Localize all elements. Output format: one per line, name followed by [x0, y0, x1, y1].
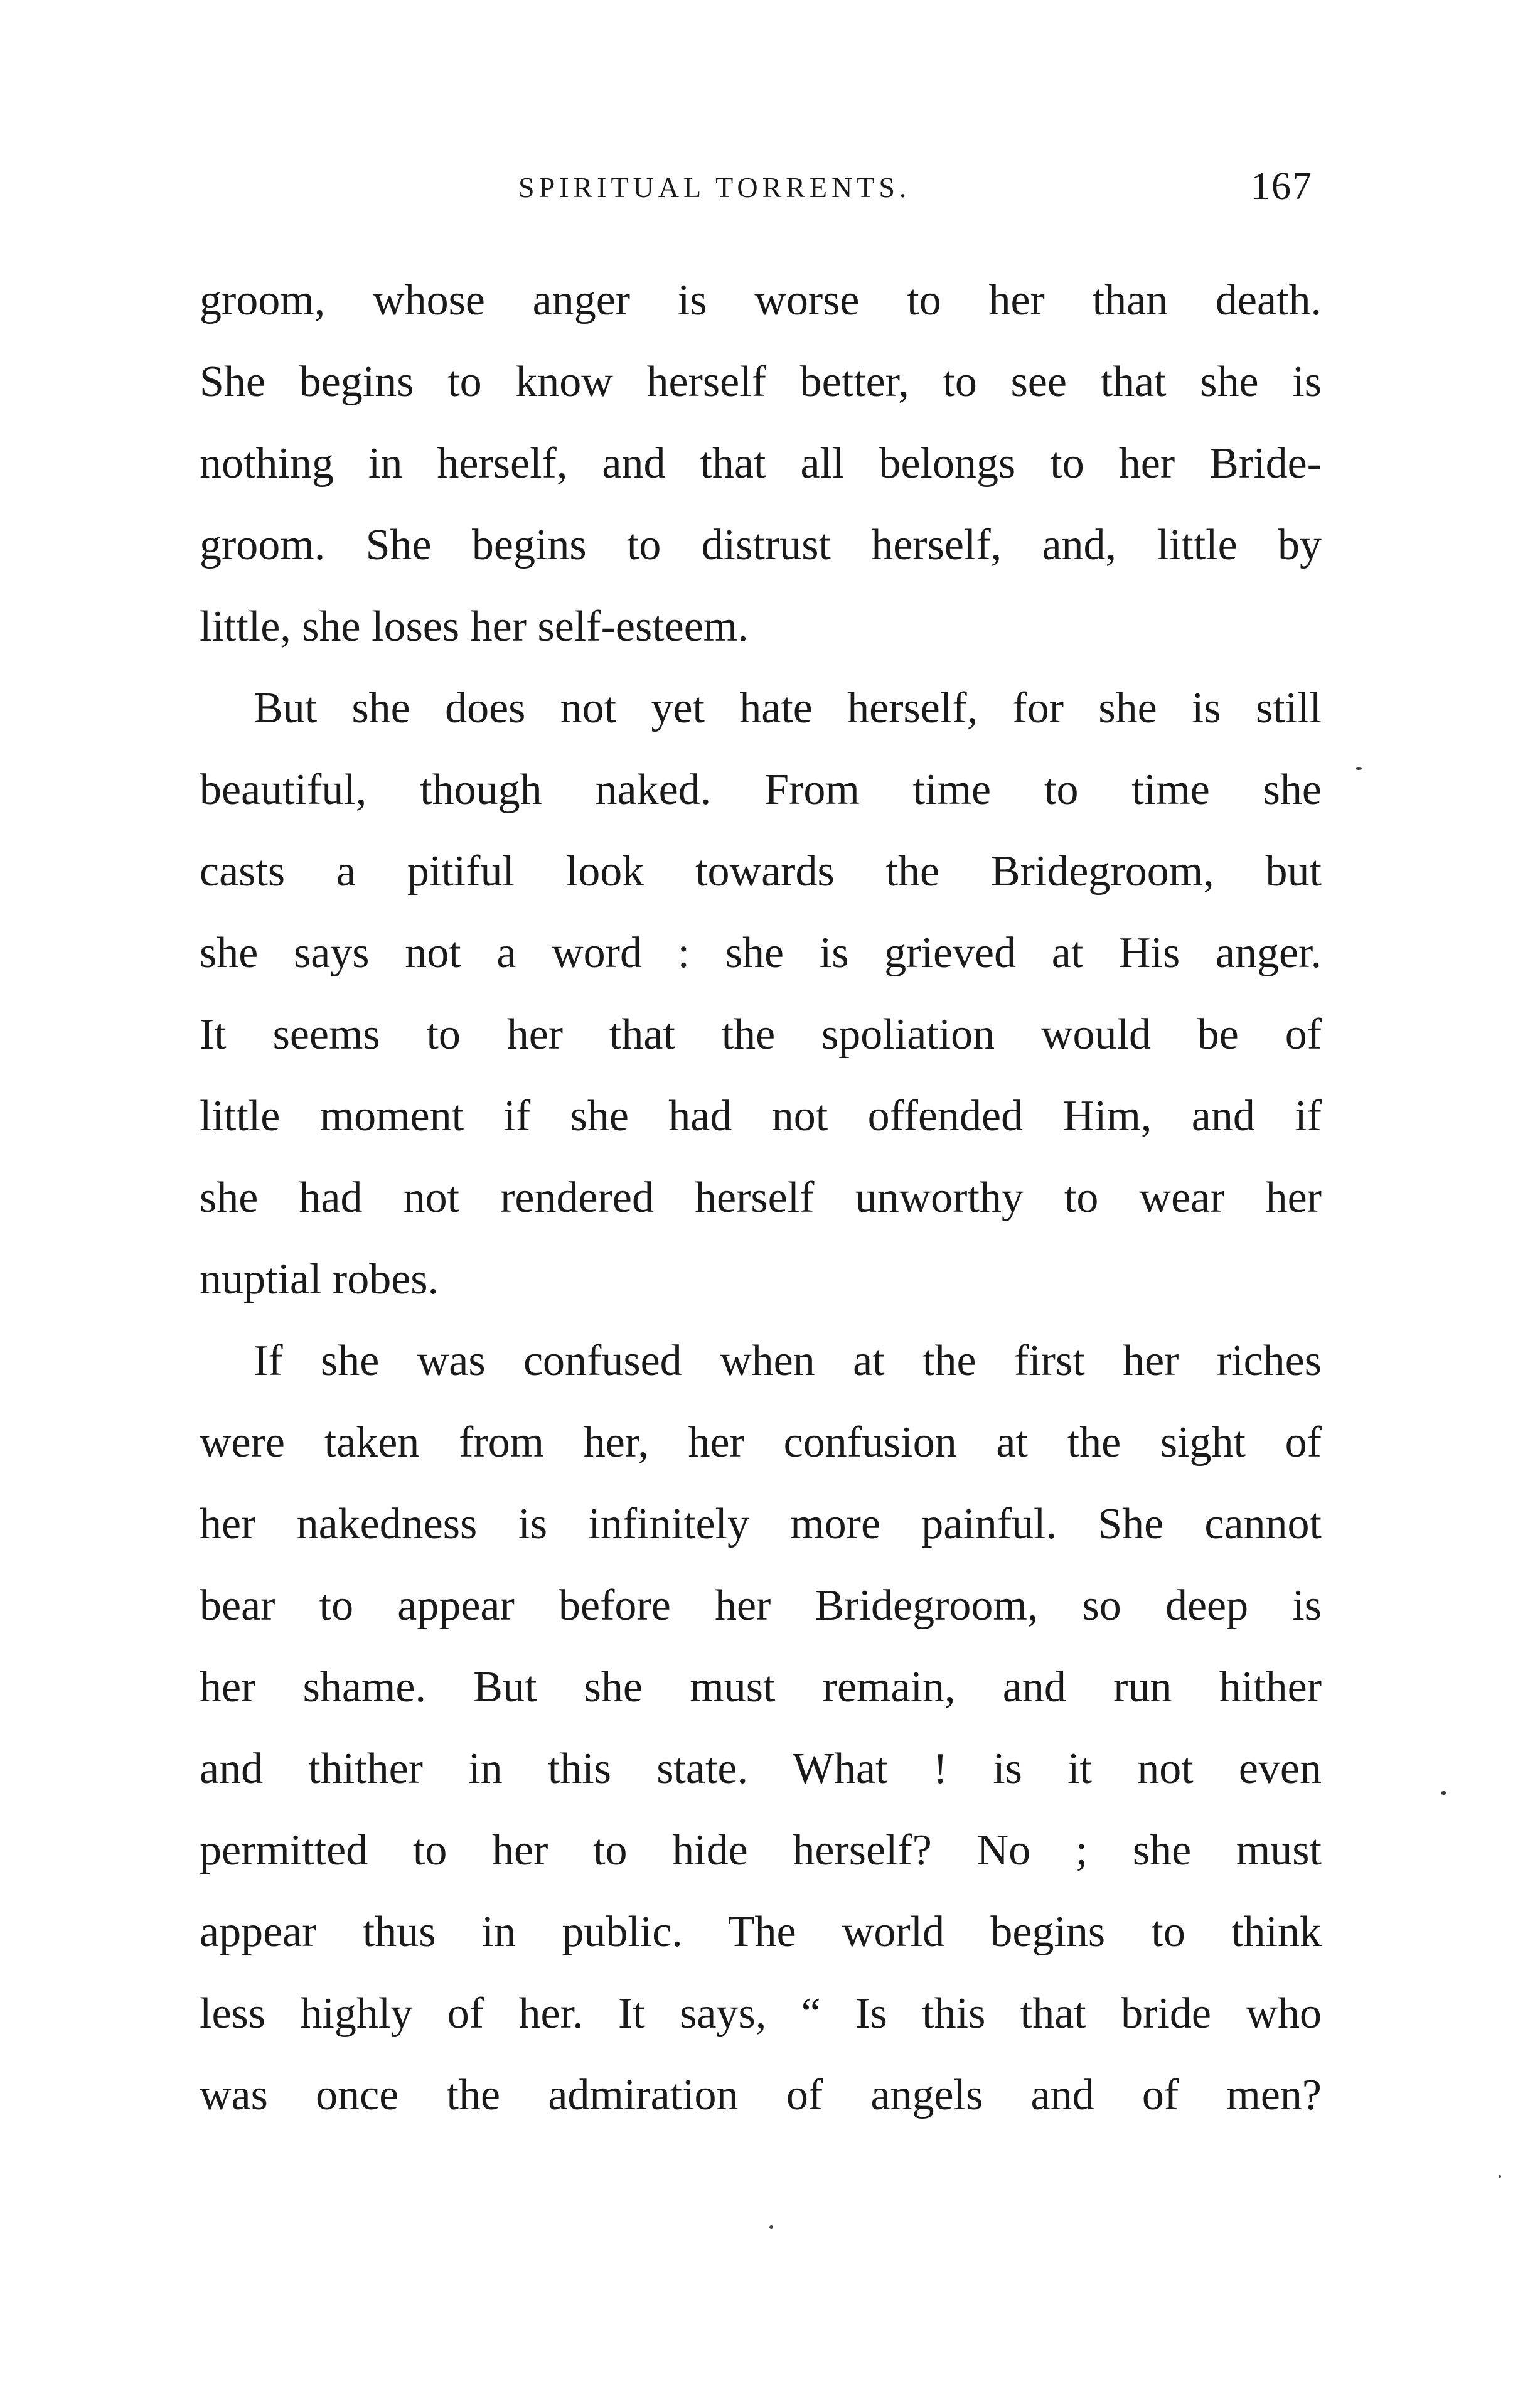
- paragraph-2: [200, 668, 1322, 1320]
- text-line: groom, whose anger is worse to her than death.: [200, 276, 1322, 324]
- scan-speck: [769, 2225, 773, 2229]
- text-line: appear thus in public. The world begins to think: [200, 1908, 1322, 1956]
- body-text: [200, 260, 1322, 2136]
- running-title: SPIRITUAL TORRENTS.: [518, 171, 911, 203]
- text-line: But she does not yet hate herself, for she is still: [254, 684, 1322, 732]
- scan-speck: [1441, 1791, 1446, 1795]
- page-number: 167: [1251, 165, 1313, 208]
- text-line: If she was confused when at the first her riches: [254, 1337, 1322, 1385]
- text-line: beautiful, though naked. From time to time she: [200, 766, 1322, 814]
- text-line: little, she loses her self-esteem.: [200, 602, 749, 651]
- paragraph-1: [200, 260, 1322, 668]
- text-line: She begins to know herself better, to see that she is: [200, 358, 1322, 406]
- text-line: little moment if she had not offended Him, and if: [200, 1092, 1322, 1140]
- text-line: bear to appear before her Bridegroom, so deep is: [200, 1581, 1322, 1630]
- text-line: and thither in this state. What ! is it not even: [200, 1745, 1322, 1793]
- text-line: It seems to her that the spoliation would be of: [200, 1010, 1322, 1059]
- text-line: casts a pitiful look towards the Bridegroom, but: [200, 847, 1322, 896]
- text-line: her nakedness is infinitely more painful. She cannot: [200, 1500, 1322, 1548]
- running-head: [200, 164, 1322, 227]
- paragraph-3: [200, 1320, 1322, 2136]
- text-line: nothing in herself, and that all belongs to her Bride-: [200, 439, 1322, 488]
- scan-speck: [1499, 2175, 1501, 2178]
- text-line: her shame. But she must remain, and run hither: [200, 1663, 1322, 1711]
- scan-speck: [1356, 767, 1362, 770]
- text-line: permitted to her to hide herself? No ; she must: [200, 1826, 1322, 1875]
- text-line: groom. She begins to distrust herself, and, little by: [200, 521, 1322, 569]
- text-line: nuptial robes.: [200, 1255, 439, 1303]
- text-line: she had not rendered herself unworthy to wear her: [200, 1174, 1322, 1222]
- text-line: less highly of her. It says, “ Is this that bride who: [200, 1989, 1322, 2038]
- text-line: were taken from her, her confusion at the sight of: [200, 1418, 1322, 1467]
- text-line: she says not a word : she is grieved at His anger.: [200, 929, 1322, 977]
- text-line: was once the admiration of angels and of men?: [200, 2071, 1322, 2119]
